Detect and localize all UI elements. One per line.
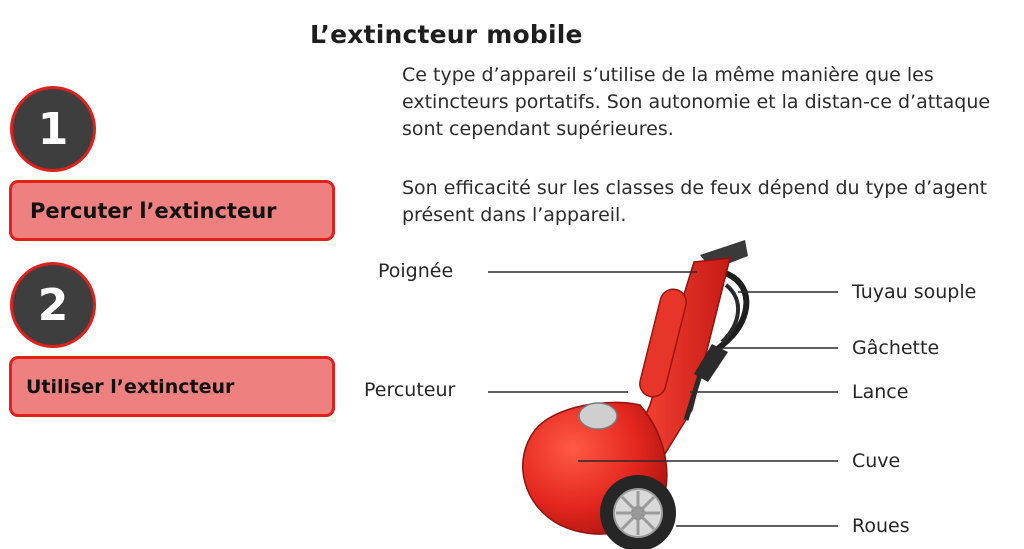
label-roues: Roues [852, 515, 910, 537]
description-paragraph-2: Son efficacité sur les classes de feux dépend du type d’agent présent dans l’appareil. [402, 177, 988, 226]
label-tuyau-souple: Tuyau souple [852, 281, 977, 303]
tank-cap-shape [579, 403, 617, 429]
label-gachette: Gâchette [852, 337, 940, 359]
description-paragraph-1: Ce type d’appareil s’utilise de la même manière que les extincteurs portatifs. Son autonomie et la distan-ce d’attaque sont cependant supérieures. [402, 64, 991, 140]
label-percuteur: Percuteur [364, 379, 456, 401]
step-2-number-badge: 2 [10, 262, 96, 348]
label-poignee: Poignée [378, 260, 454, 282]
label-cuve: Cuve [852, 450, 901, 472]
label-lance: Lance [852, 381, 909, 403]
step-1-number-badge: 1 [10, 86, 96, 172]
wheel-shape [600, 475, 676, 549]
page-title: L’extincteur mobile [310, 20, 583, 49]
step-1-label: Percuter l’extincteur [30, 198, 277, 223]
step-2-label: Utiliser l’extincteur [26, 375, 235, 398]
